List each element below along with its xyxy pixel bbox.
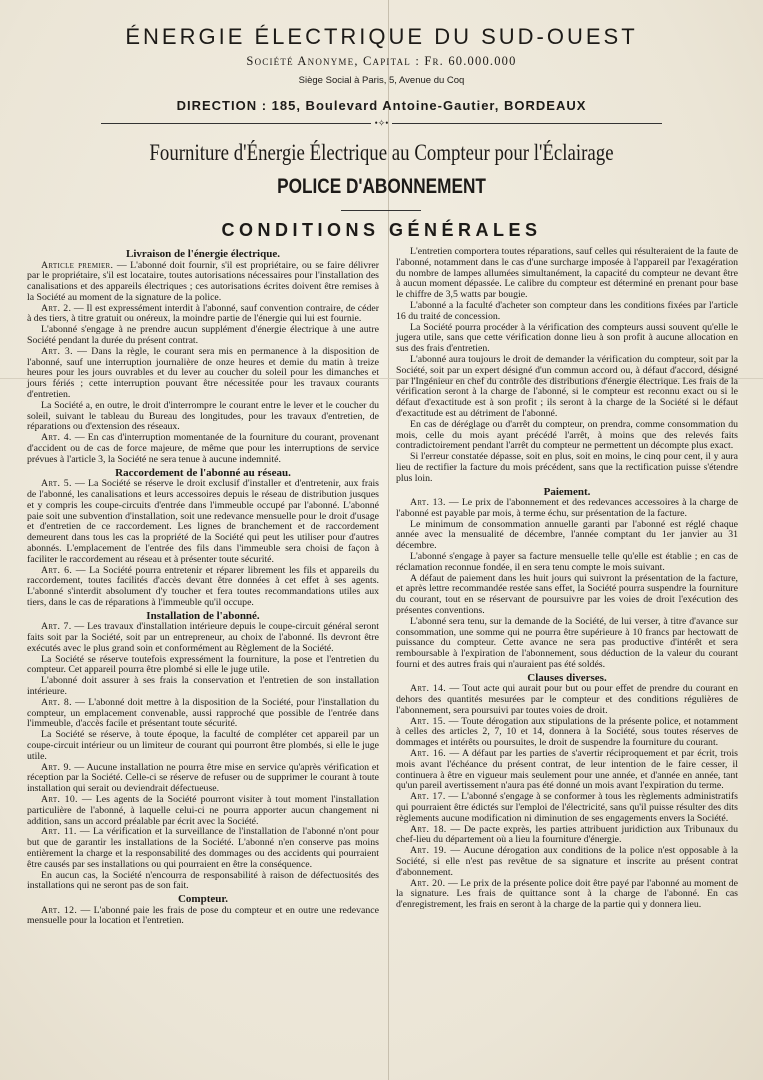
company-capital: Société Anonyme, Capital : Fr. 60.000.000 xyxy=(246,54,517,68)
article-8: Art. 8. — L'abonné doit mettre à la disposition de la Société, pour l'installation du compteur, un emplacement convenable, aussi rapproché que possible de l'entrée dans l'immeuble, d'accès facile et présentant toute sécurité. xyxy=(27,696,379,730)
article-11: Art. 11. — La vérification et la surveillance de l'installation de l'abonné n'ont pour but que de garantir les installations de la Société. L'abonné n'en conserve pas moins entièrement la charge et la responsabilité des dommages ou des accidents qui pourraient être causés par ses installations ou qui pourraient en être la conséquence. xyxy=(27,826,380,870)
article-1: Article premier. — L'abonné doit fournir, s'il est propriétaire, ou se faire délivrer par le propriétaire, s'il est locataire, toutes autorisations nécessaires pour l'installation des canalisations et des appareils électriques ; ces autorisations écrites doivent être remises à la Société au moment de la signature de la police. xyxy=(27,259,379,303)
direction-address: DIRECTION : 185, Boulevard Antoine-Gautier, BORDEAUX xyxy=(176,98,587,113)
article-5: Art. 5. — La Société se réserve le droit exclusif d'installer et d'entretenir, aux frais de l'abonné, les canalisations et leurs accessoires depuis le réseau de distribution jusques et y compris les coupe-circuits d'entrée dans l'immeuble occupé par l'abonné. L'abonné paie soit une subvention d'installation, soit une redevance mensuelle pour le droit d'usage et d'entretien de ce raccordement. Les lignes de branchement et de raccordement demeurent dans tous les cas la propriété de la Société qui peut les utiliser pour d'autres abonnés. L'emplacement de l'entrée des fils dans l'immeuble sera choisi de façon à faciliter le raccordement au réseau et à présenter toute sécurité. xyxy=(27,478,379,565)
article-7-para: La Société se réserve toutefois expressément la fourniture, la pose et l'entretien du compteur. Cet appareil pourra être plombé si elle le juge utile. xyxy=(27,653,379,676)
divider-line-right xyxy=(392,123,662,124)
article-13-para-2: L'abonné s'engage à payer sa facture mensuelle telle qu'elle est établie ; en cas de réclamation reconnue fondée, il en sera tenu compte le mois suivant. xyxy=(396,551,738,573)
article-13-para-3: A défaut de paiement dans les huit jours qui suivront la présentation de la facture, et après lettre recommandée restée sans effet, la Société pourra suspendre la fourniture du courant, tout en se réservant de poursuivre par les voies de droit l'exécution des présentes conventions. xyxy=(396,572,738,616)
article-2: Art. 2. — Il est expressément interdit à l'abonné, sauf convention contraire, de céder à des tiers, à titre gratuit ou onéreux, la moindre partie de l'énergie qui lui est fournie. xyxy=(27,302,379,325)
heading-compteur: Compteur. xyxy=(177,893,228,906)
article-4: Art. 4. — En cas d'interruption momentanée de la fourniture du courant, provenant d'accident ou de cas de force majeure, de même que pour les interruptions de service prévues à l'article 3, la Société ne sera tenue à aucune indemnité. xyxy=(27,432,379,465)
company-name: ÉNERGIE ÉLECTRIQUE DU SUD-OUEST xyxy=(125,24,638,49)
title-rule xyxy=(341,210,421,211)
article-7: Art. 7. — Les travaux d'installation intérieure depuis le coupe-circuit général seront faits soit par la Société, soit par un entrepreneur, au choix de l'abonné. Ils devront être exécutés avec le plus grand soin et conformément au Règlement de la Société. xyxy=(27,621,379,654)
article-13: Art. 13. — Le prix de l'abonnement et des redevances accessoires à la charge de l'abonné est payable par mois, à terme échu, sur présentation de la facture. xyxy=(396,497,738,519)
article-20: Art. 20. — Le prix de la présente police doit être payé par l'abonné au moment de la signature. Les frais de quittance sont à la charge de l'abonné. En cas d'enregistrement, les frais en seront à la charge de la partie qui y donnera lieu. xyxy=(396,877,738,911)
compteur-para-2: L'abonné a la faculté d'acheter son compteur dans les conditions fixées par l'article 16 du traité de concession. xyxy=(396,299,738,322)
compteur-para-4: L'abonné aura toujours le droit de demander la vérification du compteur, soit par la Société, soit par un expert désigné d'un commun accord ou, à défaut d'accord, désigné par l'Ingénieur en chef du contrôle des distributions d'énergie électrique. Les frais de la vérification seront à la charge de l'abonné, si le compteur est reconnu exact ou si le défaut d'exactitude est à son profit ; ils seront à la charge de la Société si le défaut d'exactitude est au détriment de l'abonné. xyxy=(396,353,738,419)
article-14: Art. 14. — Tout acte qui aurait pour but ou pour effet de prendre du courant en dehors des quantités mesurées par le compteur et des conditions régulières de l'abonnement, sera poursuivi par toutes voies de droit. xyxy=(396,683,738,716)
heading-raccordement: Raccordement de l'abonné au réseau. xyxy=(115,466,291,479)
heading-installation: Installation de l'abonné. xyxy=(146,609,260,622)
article-7-para-2: L'abonné doit assurer à ses frais la conservation et l'entretien de son installation intérieure. xyxy=(27,675,379,697)
article-17: Art. 17. — L'abonné s'engage à se conformer à tous les règlements administratifs qui pourraient être édictés sur l'emploi de l'électricité, sans qu'il puisse résulter des dits règlements aucune modification ni diminution de ses engagements envers la Société. xyxy=(396,791,738,824)
article-3: Art. 3. — Dans la règle, le courant sera mis en permanence à la disposition de l'abonné, sauf une interruption journalière de onze heures et demie du matin à treize heures pour les jours ouvrables et du lever au coucher du soleil pour les dimanches et jours fériés ; cette interruption pouvant être nécessitée pour les travaux courants d'entretien. xyxy=(27,345,379,401)
article-9: Art. 9. — Aucune installation ne pourra être mise en service qu'après vérification et réception par la Société. Celle-ci se réserve de refuser ou de supprimer le courant à toute installation qui serait ou deviendrait défectueuse. xyxy=(27,761,379,795)
article-19: Art. 19. — Aucune dérogation aux conditions de la police n'est opposable à la Société, si elle n'est pas revêtue de sa signature et inscrite au présent contrat d'abonnement. xyxy=(396,845,738,878)
article-10: Art. 10. — Les agents de la Société pourront visiter à tout moment l'installation particulière de l'abonné, à laquelle celui-ci ne pourra apporter aucun changement ni addition, sans un accord préalable par écrit avec la Société. xyxy=(27,793,379,827)
article-2-para: L'abonné s'engage à ne prendre aucun supplément d'énergie électrique à une autre Société pendant la durée du présent contrat. xyxy=(27,324,379,347)
left-column xyxy=(27,247,379,927)
head-office-address: Siège Social à Paris, 5, Avenue du Coq xyxy=(298,75,465,86)
article-12: Art. 12. — L'abonné paie les frais de pose du compteur et en outre une redevance mensuelle pour la location et l'entretien. xyxy=(27,904,379,927)
article-8-para: La Société se réserve, à toute époque, la faculté de compléter cet appareil par un coupe-circuit intérieur ou un limiteur de courant qui pourront être plombés, si elle le juge utile. xyxy=(27,729,379,762)
document-subject: Fourniture d'Énergie Électrique au Compteur pour l'Éclairage xyxy=(149,140,614,165)
article-11-para: En aucun cas, la Société n'encourra de responsabilité à raison de défectuosités des installations qui ne seront pas de son fait. xyxy=(27,869,379,892)
article-6: Art. 6. — La Société pourra entretenir et réparer librement les fils et appareils du raccordement, toutes facilités d'accès devant être données à cet effet à ses agents. L'abonné s'interdit absolument d'y toucher et fera toutes recommandations utiles aux tiers, dans le cas de réparations à l'immeuble qu'il occupe. xyxy=(27,564,379,608)
right-column xyxy=(396,247,738,911)
article-15: Art. 15. — Toute dérogation aux stipulations de la présente police, et notamment à celles des articles 2, 7, 10 et 14, donnera à la Société, sous toutes réserves de dommages et intérêts ou poursuites, le droit de suspendre la fourniture du courant. xyxy=(396,715,738,749)
section-heading: CONDITIONS GÉNÉRALES xyxy=(221,220,542,240)
compteur-para-5: En cas de déréglage ou d'arrêt du compteur, on prendra, comme consommation du mois, celle du mois ayant précédé l'arrêt, à moins que des relevés faits contradictoirement pendant l'arrêt du compteur ne permettent un décompte plus exact. xyxy=(396,418,738,452)
compteur-para-1: L'entretien comportera toutes réparations, sauf celles qui résulteraient de la faute de l'abonné, notamment dans le cas d'une surcharge imposée à l'appareil par l'exagération du nombre de lampes allumées simultanément, la capacité du compteur ne devant être à aucun moment dépassée. Le calibre du compteur est déterminé en prenant pour base le chiffre de 3,5 watts par bougie. xyxy=(396,246,738,301)
article-18: Art. 18. — De pacte exprès, les parties attribuent juridiction aux Tribunaux du chef-lieu du département où a lieu la fourniture d'énergie. xyxy=(396,823,738,846)
article-3-para: La Société a, en outre, le droit d'interrompre le courant entre le lever et le coucher du soleil, suivant le tableau du Bureau des longitudes, pour les travaux d'entretien, de réparations ou d'extension des réseaux. xyxy=(27,399,379,433)
heading-clauses: Clauses diverses. xyxy=(527,671,607,684)
compteur-para-6: Si l'erreur constatée dépasse, soit en plus, soit en moins, le cinq pour cent, il y aura lieu de rectifier la facture du mois précédent, sans que la rectification puisse s'étendre plus loin. xyxy=(396,451,738,484)
heading-livraison: Livraison de l'énergie électrique. xyxy=(126,248,280,260)
heading-paiement: Paiement. xyxy=(543,485,591,498)
divider-line-left xyxy=(101,123,371,124)
document-title: POLICE D'ABONNEMENT xyxy=(277,175,486,198)
article-13-para-4: L'abonné sera tenu, sur la demande de la Société, de lui verser, à titre d'avance sur consommation, une somme qui ne pourra être supérieure à 10 francs par hectowatt de puissance du compteur. Cette avance ne sera pas productive d'intérêt et sera remboursable à l'expiration de l'abonnement, sous déduction de la valeur du courant fourni et des autres frais qui n'auraient pas été soldés. xyxy=(396,615,738,670)
article-13-para: Le minimum de consommation annuelle garanti par l'abonné est réglé chaque année avec la mensualité de décembre, l'année comptant du 1er janvier au 31 décembre. xyxy=(396,518,738,552)
ornament-glyph: •✧• xyxy=(374,117,389,128)
article-16: Art. 16. — A défaut par les parties de s'avertir réciproquement et par écrit, trois mois avant l'échéance du présent contrat, de leur intention de le faire cesser, il continuera à être en vigueur mais seulement pour une année, et d'année en année, tant qu'un pareil avertissement n'aura pas été donné un mois avant l'expiration du terme. xyxy=(396,748,738,792)
compteur-para-3: La Société pourra procéder à la vérification des compteurs aussi souvent qu'elle le jugera utile, sans que cette vérification donne lieu à son profit à aucune allocation en sus des frais d'entretien. xyxy=(396,321,738,355)
ornament-divider xyxy=(0,114,763,132)
